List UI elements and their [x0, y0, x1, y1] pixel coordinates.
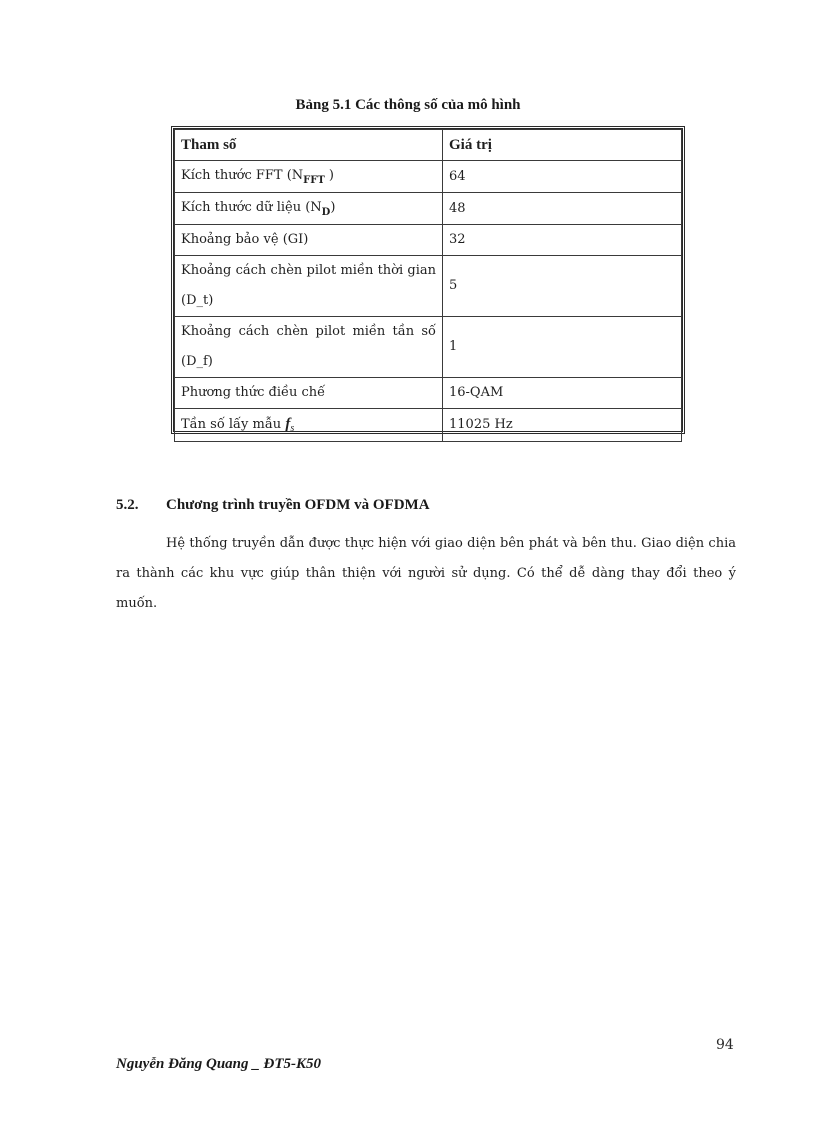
table-cell-param: Khoảng cách chèn pilot miền tần số (D_f): [175, 317, 443, 378]
table-cell-param: Kích thước FFT ($N_{FFT}$ ): [175, 161, 443, 193]
table-cell-param: Phương thức điều chế: [175, 378, 443, 409]
table-row: [175, 193, 682, 225]
page-number: 94: [716, 1037, 734, 1053]
table-cell-value: 11025 Hz: [443, 409, 682, 442]
table-cell-param: Tần số lấy mẫu $f_s$: [175, 409, 443, 442]
table-cell-value: 32: [443, 225, 682, 256]
table-row: [175, 225, 682, 256]
table-cell-value: 64: [443, 161, 682, 193]
table-cell-param: Kích thước dữ liệu $(N_D)$: [175, 193, 443, 225]
table-row: [175, 256, 682, 317]
section-heading: [116, 497, 430, 514]
table-cell-value: 48: [443, 193, 682, 225]
table-cell-param: Khoảng bảo vệ (GI): [175, 225, 443, 256]
section-number: 5.2.: [116, 497, 139, 513]
section-title: Chương trình truyền OFDM và OFDMA: [166, 497, 430, 513]
table-cell-value: 5: [443, 256, 682, 317]
table-row: [175, 409, 682, 442]
parameters-table: [171, 126, 685, 434]
table-row: [175, 161, 682, 193]
table-cell-value: 1: [443, 317, 682, 378]
table-row: [175, 317, 682, 378]
table-header-param: Tham số: [175, 130, 443, 161]
table-row: [175, 378, 682, 409]
body-paragraph: Hệ thống truyền dẫn được thực hiện với giao diện bên phát và bên thu. Giao diện chia ra thành các khu vực giúp thân thiện với người sử dụng. Có thể dễ dàng thay đổi theo ý muốn.: [116, 536, 736, 611]
table-header-value: Giá trị: [443, 130, 682, 161]
footer-author: Nguyễn Đăng Quang _ ĐT5-K50: [116, 1056, 322, 1072]
table-caption: Bảng 5.1 Các thông số của mô hình: [295, 97, 521, 113]
table-cell-param: Khoảng cách chèn pilot miền thời gian (D_t): [175, 256, 443, 317]
table-cell-value: 16-QAM: [443, 378, 682, 409]
